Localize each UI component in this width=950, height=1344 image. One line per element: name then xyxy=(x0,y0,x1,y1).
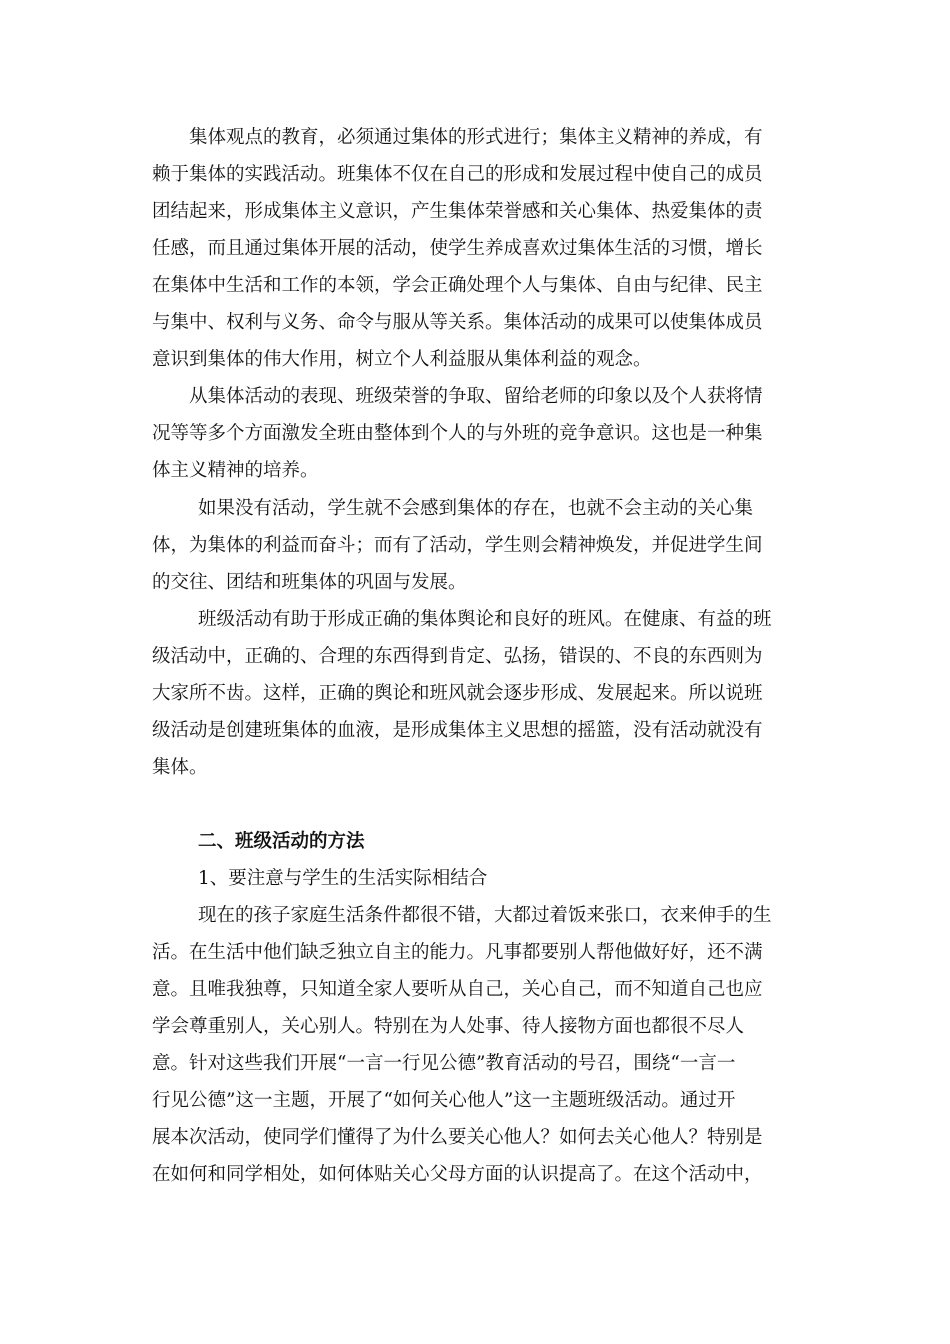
paragraph-5-line-3: 意。且唯我独尊，只知道全家人要听从自己，关心自己，而不知道自己也应 xyxy=(152,979,763,1000)
paragraph-4-line-1: 班级活动有助于形成正确的集体舆论和良好的班风。在健康、有益的班 xyxy=(198,609,772,630)
paragraph-4-line-5: 集体。 xyxy=(152,757,208,778)
paragraph-1-line-5: 在集体中生活和工作的本领，学会正确处理个人与集体、自由与纪律、民主 xyxy=(152,275,763,296)
paragraph-1-line-6: 与集中、权利与义务、命令与服从等关系。集体活动的成果可以使集体成员 xyxy=(152,312,763,333)
section-heading: 二、班级活动的方法 xyxy=(198,831,365,852)
paragraph-5-line-7: 展本次活动，使同学们懂得了为什么要关心他人？如何去关心他人？特别是 xyxy=(152,1127,763,1148)
paragraph-2-line-1: 从集体活动的表现、班级荣誉的争取、留给老师的印象以及个人获将情 xyxy=(189,386,763,407)
paragraph-4-line-3: 大家所不齿。这样，正确的舆论和班风就会逐步形成、发展起来。所以说班 xyxy=(152,683,763,704)
paragraph-5-line-8: 在如何和同学相处，如何体贴关心父母方面的认识提高了。在这个活动中， xyxy=(152,1164,763,1185)
paragraph-1-line-2: 赖于集体的实践活动。班集体不仅在自己的形成和发展过程中使自己的成员 xyxy=(152,164,763,185)
paragraph-5-line-1: 现在的孩子家庭生活条件都很不错，大都过着饭来张口，衣来伸手的生 xyxy=(198,905,772,926)
paragraph-4-line-4: 级活动是创建班集体的血液，是形成集体主义思想的摇篮，没有活动就没有 xyxy=(152,720,763,741)
paragraph-3-line-2: 体，为集体的利益而奋斗；而有了活动，学生则会精神焕发，并促进学生间 xyxy=(152,535,763,556)
paragraph-1-line-1: 集体观点的教育，必须通过集体的形式进行；集体主义精神的养成，有 xyxy=(189,127,763,148)
paragraph-3-line-1: 如果没有活动，学生就不会感到集体的存在，也就不会主动的关心集 xyxy=(198,498,754,519)
subheading: 1、要注意与学生的生活实际相结合 xyxy=(198,868,488,889)
paragraph-5-line-6: 行见公德”这一主题，开展了“如何关心他人”这一主题班级活动。通过开 xyxy=(152,1090,736,1111)
paragraph-1-line-7: 意识到集体的伟大作用，树立个人利益服从集体利益的观念。 xyxy=(152,349,652,370)
paragraph-5-line-4: 学会尊重别人，关心别人。特别在为人处事、待人接物方面也都很不尽人 xyxy=(152,1016,745,1037)
paragraph-5-line-5: 意。针对这些我们开展“一言一行见公德”教育活动的号召，围绕“一言一 xyxy=(152,1053,736,1074)
paragraph-5-line-2: 活。在生活中他们缺乏独立自主的能力。凡事都要别人帮他做好好，还不满 xyxy=(152,942,763,963)
paragraph-2-line-3: 体主义精神的培养。 xyxy=(152,460,319,481)
paragraph-3-line-3: 的交往、团结和班集体的巩固与发展。 xyxy=(152,572,467,593)
paragraph-4-line-2: 级活动中，正确的、合理的东西得到肯定、弘扬，错误的、不良的东西则为 xyxy=(152,646,763,667)
paragraph-1-line-4: 任感，而且通过集体开展的活动，使学生养成喜欢过集体生活的习惯，增长 xyxy=(152,238,763,259)
paragraph-1-line-3: 团结起来，形成集体主义意识，产生集体荣誉感和关心集体、热爱集体的责 xyxy=(152,201,763,222)
paragraph-2-line-2: 况等等多个方面激发全班由整体到个人的与外班的竞争意识。这也是一种集 xyxy=(152,423,763,444)
